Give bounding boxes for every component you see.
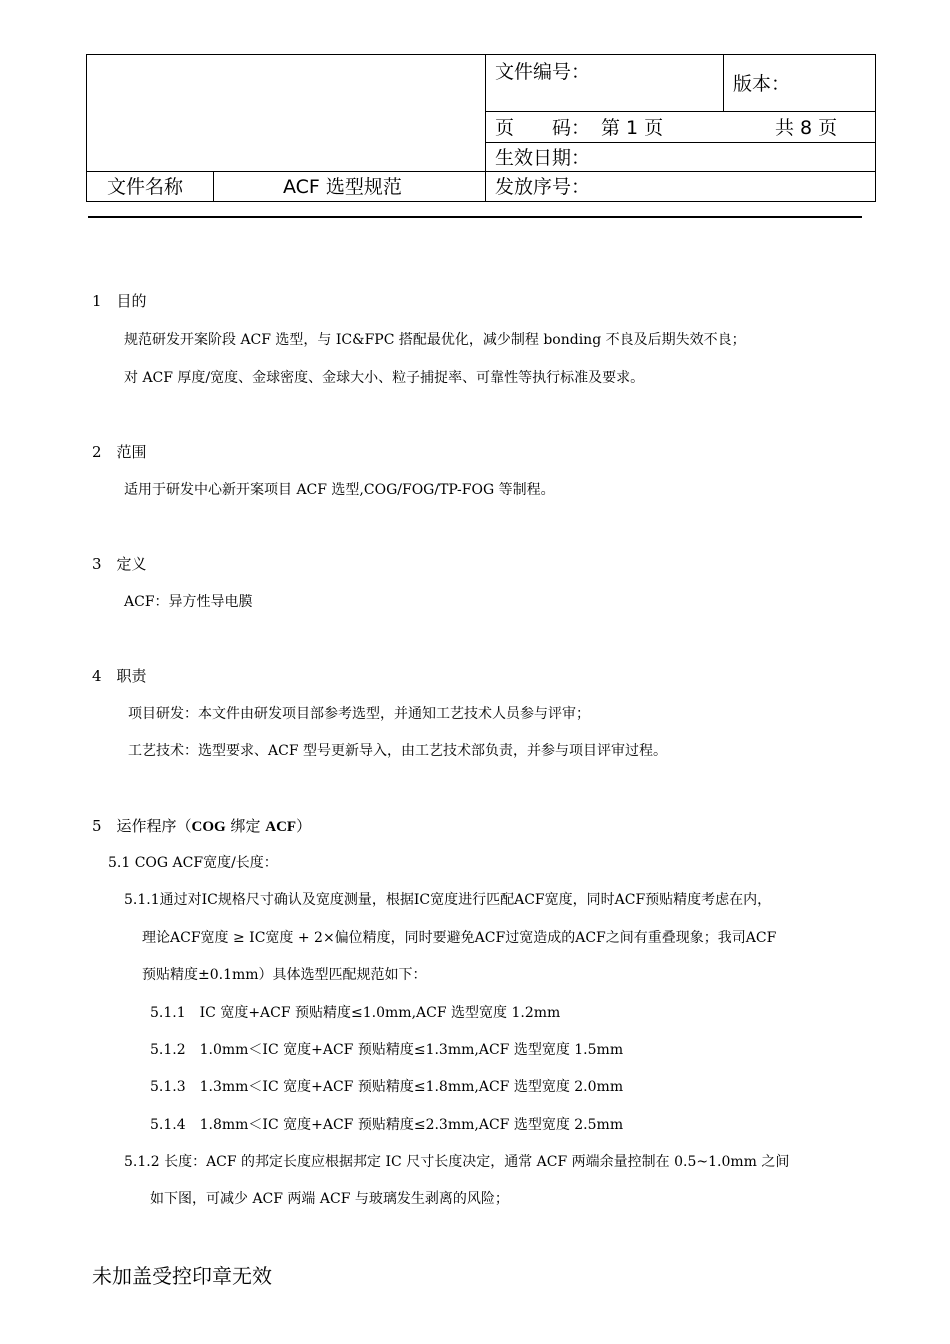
section-5-title-suffix: ） [296,817,312,835]
section-4-paragraph-2: 工艺技术：选型要求、ACF 型号更新导入，由工艺技术部负责，并参与项目评审过程。 [128,743,667,759]
section-1-title: 1 目的 [92,292,147,310]
section-1-paragraph-2: 对 ACF 厚度/宽度、金球密度、金球大小、粒子捕捉率、可靠性等执行标准及要求。 [124,370,645,386]
header-row-line-1 [485,111,875,112]
subsection-5-1-1-line-1: 5.1.1通过对IC规格尺寸确认及宽度测量，根据IC宽度进行匹配ACF宽度，同时ACF预贴精度考虑在内， [124,892,772,908]
header-divider-main [485,55,486,201]
effective-date-label: 生效日期： [495,147,591,169]
section-5-title-prefix: 5 运作程序（ [92,817,192,835]
version-label: 版本： [733,73,791,95]
footer-stamp-note: 未加盖受控印章无效 [92,1264,272,1288]
subsection-5-1-title: 5.1 COG ACF宽度/长度： [108,855,278,871]
section-4-title: 4 职责 [92,667,147,685]
header-row-line-3 [87,171,875,172]
section-2-title: 2 范围 [92,443,147,461]
header-divider-version [723,55,724,111]
rule-item-3: 5.1.3 1.3mm＜IC 宽度+ACF 预贴精度≤1.8mm,ACF 选型宽度 2.0mm [150,1079,624,1095]
header-separator-rule [88,216,862,218]
subsection-5-1-1-line-2: 理论ACF宽度 ≥ IC宽度 + 2×偏位精度，同时要避免ACF过宽造成的ACF之间有重叠现象；我司ACF [142,930,777,946]
subsection-5-1-2-line-1: 5.1.2 长度：ACF 的邦定长度应根据邦定 IC 尺寸长度决定，通常 ACF 两端余量控制在 0.5~1.0mm 之间 [124,1154,790,1170]
subsection-5-1-1-line-3: 预贴精度±0.1mm）具体选型匹配规范如下： [142,967,427,983]
subsection-5-1-2-line-2: 如下图，可减少 ACF 两端 ACF 与玻璃发生剥离的风险； [150,1191,509,1207]
page-current: 第 1 页 [601,117,664,139]
section-5-title-acf: ACF [265,819,297,835]
section-5-title-mid: 绑定 [225,817,266,835]
issue-number-label: 发放序号： [495,176,591,198]
rule-item-2: 5.1.2 1.0mm＜IC 宽度+ACF 预贴精度≤1.3mm,ACF 选型宽度 1.5mm [150,1042,624,1058]
file-name-value: ACF 选型规范 [283,176,402,198]
header-divider-filename [213,171,214,201]
page-label: 页 码： [495,117,591,139]
rule-item-4: 5.1.4 1.8mm＜IC 宽度+ACF 预贴精度≤2.3mm,ACF 选型宽度 2.5mm [150,1117,624,1133]
doc-number-label: 文件编号： [495,61,591,83]
document-header-table [86,54,876,202]
section-3-paragraph-1: ACF：异方性导电膜 [124,594,253,610]
section-5-title-cog: COG [191,819,226,835]
file-name-label: 文件名称 [107,176,184,198]
page-total: 共 8 页 [775,117,838,139]
section-5-title [92,817,311,836]
section-2-paragraph-1: 适用于研发中心新开案项目 ACF 选型,COG/FOG/TP-FOG 等制程。 [124,482,555,498]
rule-item-1: 5.1.1 IC 宽度+ACF 预贴精度≤1.0mm,ACF 选型宽度 1.2mm [150,1005,561,1021]
section-3-title: 3 定义 [92,555,147,573]
section-4-paragraph-1: 项目研发：本文件由研发项目部参考选型，并通知工艺技术人员参与评审； [128,706,590,722]
section-1-paragraph-1: 规范研发开案阶段 ACF 选型，与 IC&FPC 搭配最优化，减少制程 bonding 不良及后期失效不良； [124,332,746,348]
